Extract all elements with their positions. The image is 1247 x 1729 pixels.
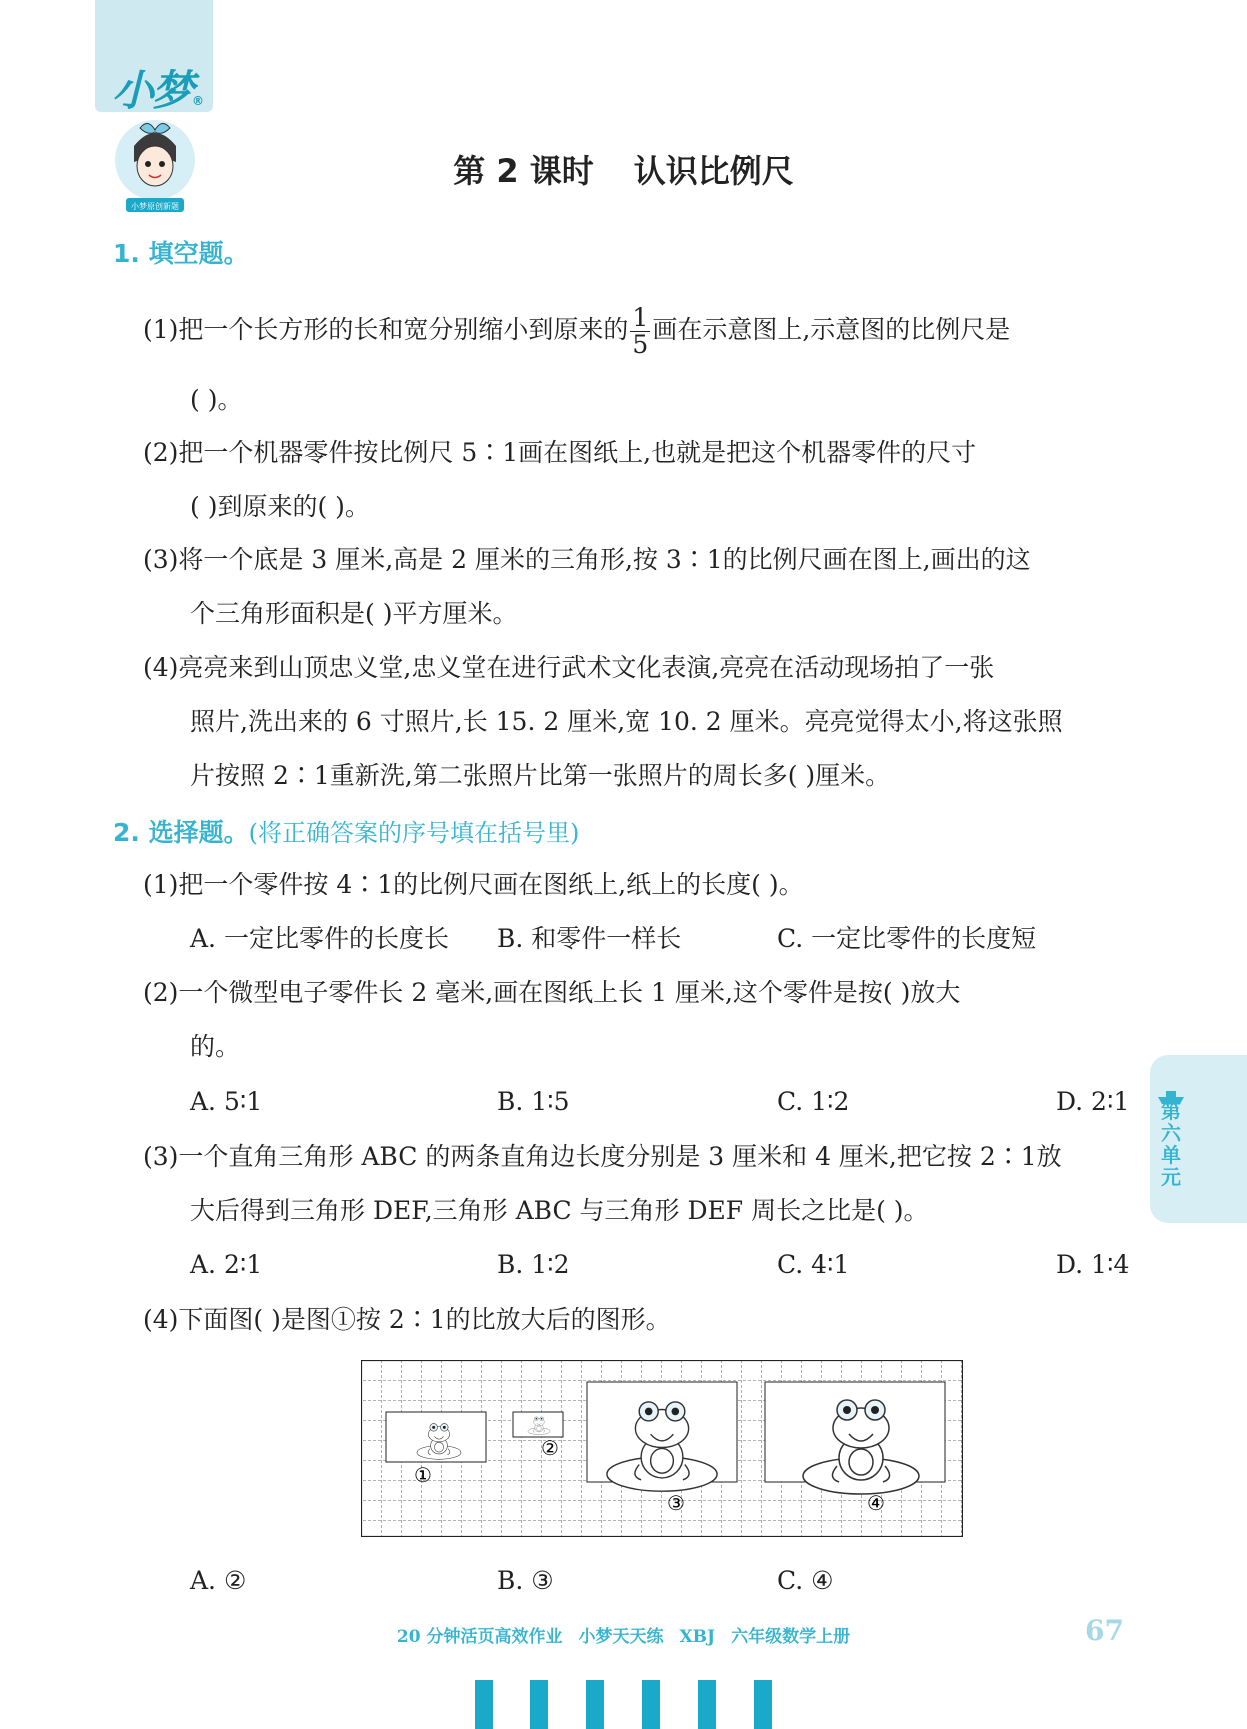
section-heading-note: (将正确答案的序号填在括号里) (248, 819, 580, 847)
choice-4-option-a: A. ② (190, 1566, 247, 1595)
choice-2-option-a: A. 5∶1 (190, 1087, 263, 1116)
fill-question-2-line-2: ( )到原来的( )。 (190, 492, 370, 521)
brand-logo (112, 58, 202, 118)
fill-question-4-line-3: 片按照 2∶1重新洗,第二张照片比第一张照片的周长多( )厘米。 (190, 761, 891, 790)
logo-text: 小梦 (112, 66, 193, 115)
fill-question-3-line-1: (3)将一个底是 3 厘米,高是 2 厘米的三角形,按 3∶1的比例尺画在图上,画出的这 (143, 545, 1031, 574)
fill-question-1-line-1: (1)把一个长方形的长和宽分别缩小到原来的 $\frac{1}{5}$ 画在示意图上,示意图的比例尺是 (143, 303, 1011, 359)
frog-grid-figure (361, 1360, 963, 1537)
choice-question-2-line-2: 的。 (190, 1032, 241, 1061)
edge-bar (754, 1680, 772, 1729)
page-title (0, 146, 1247, 192)
section-heading-choice: 2. 选择题。(将正确答案的序号填在括号里) (113, 818, 580, 847)
choice-3-option-a: A. 2∶1 (190, 1250, 263, 1279)
choice-question-3-line-1: (3)一个直角三角形 ABC 的两条直角边长度分别是 3 厘米和 4 厘米,把它按 2∶1放 (143, 1142, 1062, 1171)
fill-question-1-line-2: ( )。 (190, 385, 243, 414)
fraction-one-fifth: $\frac{1}{5}$ (632, 303, 649, 359)
edge-bar (586, 1680, 604, 1729)
edge-bar (642, 1680, 660, 1729)
choice-question-2-line-1: (2)一个微型电子零件长 2 毫米,画在图纸上长 1 厘米,这个零件是按( )放大 (143, 978, 961, 1007)
choice-3-option-d: D. 1∶4 (1056, 1250, 1130, 1279)
choice-question-1: (1)把一个零件按 4∶1的比例尺画在图纸上,纸上的长度( )。 (143, 870, 804, 899)
choice-2-option-c: C. 1∶2 (777, 1087, 850, 1116)
choice-4-option-c: C. ④ (777, 1566, 834, 1595)
svg-text:小梦原创新题: 小梦原创新题 (131, 202, 179, 211)
edge-bar (698, 1680, 716, 1729)
choice-question-3-line-2: 大后得到三角形 DEF,三角形 ABC 与三角形 DEF 周长之比是( )。 (190, 1196, 929, 1225)
choice-3-option-b: B. 1∶2 (497, 1250, 570, 1279)
figure-label-2: ② (541, 1436, 559, 1460)
footer-info: 20 分钟活页高效作业 小梦天天练 XBJ 六年级数学上册 (396, 1627, 851, 1647)
page-number: 67 (1085, 1614, 1124, 1647)
choice-1-option-a: A. 一定比零件的长度长 (190, 924, 449, 953)
choice-2-option-d: D. 2∶1 (1056, 1087, 1130, 1116)
title-topic: 认识比例尺 (633, 152, 794, 190)
section-heading-fill-blank: 1. 填空题。 (113, 239, 249, 268)
choice-1-option-b: B. 和零件一样长 (497, 924, 682, 953)
figure-label-3: ③ (667, 1491, 685, 1515)
choice-1-option-c: C. 一定比零件的长度短 (777, 924, 1037, 953)
edge-bar (475, 1680, 493, 1729)
choice-2-option-b: B. 1∶5 (497, 1087, 570, 1116)
choice-question-4: (4)下面图( )是图①按 2∶1的比放大后的图形。 (143, 1305, 671, 1334)
fill-question-2-line-1: (2)把一个机器零件按比例尺 5∶1画在图纸上,也就是把这个机器零件的尺寸 (143, 438, 977, 467)
fill-question-3-line-2: 个三角形面积是( )平方厘米。 (190, 599, 518, 628)
title-lesson: 第 2 课时 (453, 152, 594, 190)
figure-label-1: ① (414, 1463, 432, 1487)
unit-label: 第六单元 (1161, 1099, 1181, 1189)
fill-question-4-line-1: (4)亮亮来到山顶忠义堂,忠义堂在进行武术文化表演,亮亮在活动现场拍了一张 (143, 653, 995, 682)
fill-question-4-line-2: 照片,洗出来的 6 寸照片,长 15. 2 厘米,宽 10. 2 厘米。亮亮觉得太小,将这张照 (190, 707, 1063, 736)
choice-4-option-b: B. ③ (497, 1566, 554, 1595)
choice-3-option-c: C. 4∶1 (777, 1250, 850, 1279)
figure-label-4: ④ (867, 1491, 885, 1515)
edge-bar (530, 1680, 548, 1729)
logo-mark: ® (192, 94, 203, 108)
